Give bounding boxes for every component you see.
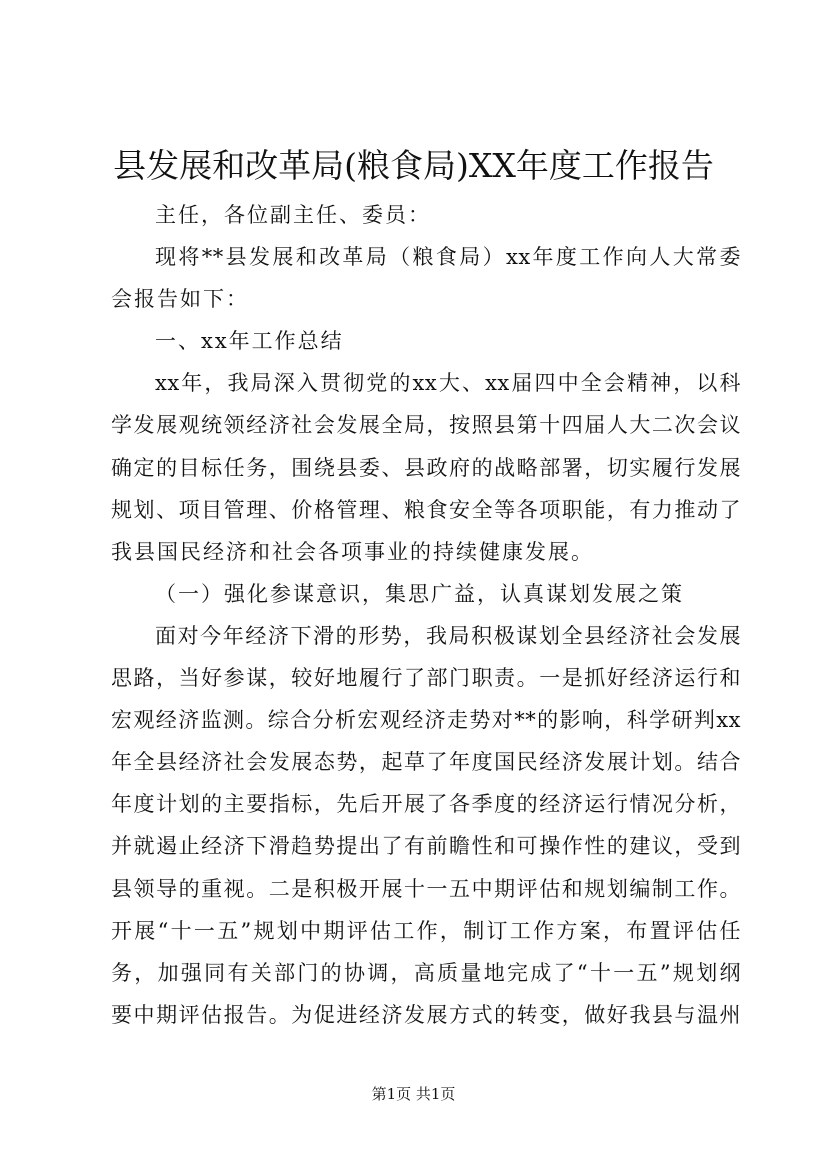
document-body bbox=[111, 194, 741, 1036]
paragraph-line: 规划、项目管理、价格管理、粮食安全等各项职能，有力推动了 bbox=[111, 497, 741, 522]
paragraph-line: 务，加强同有关部门的协调，高质量地完成了“十一五”规划纲 bbox=[111, 960, 741, 985]
paragraph-line: 开展“十一五”规划中期评估工作，制订工作方案，布置评估任 bbox=[111, 918, 741, 943]
page-number-footer: 第1页 共1页 bbox=[371, 1085, 456, 1103]
paragraph-line: 要中期评估报告。为促进经济发展方式的转变，做好我县与温州 bbox=[111, 1002, 741, 1027]
paragraph-line: 会报告如下： bbox=[111, 287, 249, 312]
paragraph-line: 学发展观统领经济社会发展全局，按照县第十四届人大二次会议 bbox=[111, 413, 741, 438]
salutation-line: 主任，各位副主任、委员： bbox=[155, 203, 431, 227]
subsection-heading: （一）强化参谋意识，集思广益，认真谋划发展之策 bbox=[155, 581, 684, 606]
paragraph-line: 并就遏止经济下滑趋势提出了有前瞻性和可操作性的建议，受到 bbox=[111, 834, 741, 859]
paragraph-line: 年度计划的主要指标，先后开展了各季度的经济运行情况分析， bbox=[111, 792, 741, 817]
paragraph-line: 面对今年经济下滑的形势，我局积极谋划全县经济社会发展 bbox=[155, 623, 741, 648]
paragraph-line: 年全县经济社会发展态势，起草了年度国民经济发展计划。结合 bbox=[111, 750, 741, 775]
section-heading: 一、xx年工作总结 bbox=[155, 329, 344, 354]
paragraph-line: 宏观经济监测。综合分析宏观经济走势对**的影响，科学研判xx bbox=[111, 708, 741, 733]
paragraph-line: 县领导的重视。二是积极开展十一五中期评估和规划编制工作。 bbox=[111, 876, 741, 901]
paragraph-line: 思路，当好参谋，较好地履行了部门职责。一是抓好经济运行和 bbox=[111, 666, 741, 691]
paragraph-line: xx年，我局深入贯彻党的xx大、xx届四中全会精神，以科 bbox=[155, 371, 741, 396]
paragraph-line: 现将**县发展和改革局（粮食局）xx年度工作向人大常委 bbox=[155, 245, 741, 270]
document-title: 县发展和改革局(粮食局)XX年度工作报告 bbox=[113, 146, 714, 185]
paragraph-line: 我县国民经济和社会各项事业的持续健康发展。 bbox=[111, 539, 594, 564]
paragraph-line: 确定的目标任务，围绕县委、县政府的战略部署，切实履行发展 bbox=[111, 455, 741, 480]
